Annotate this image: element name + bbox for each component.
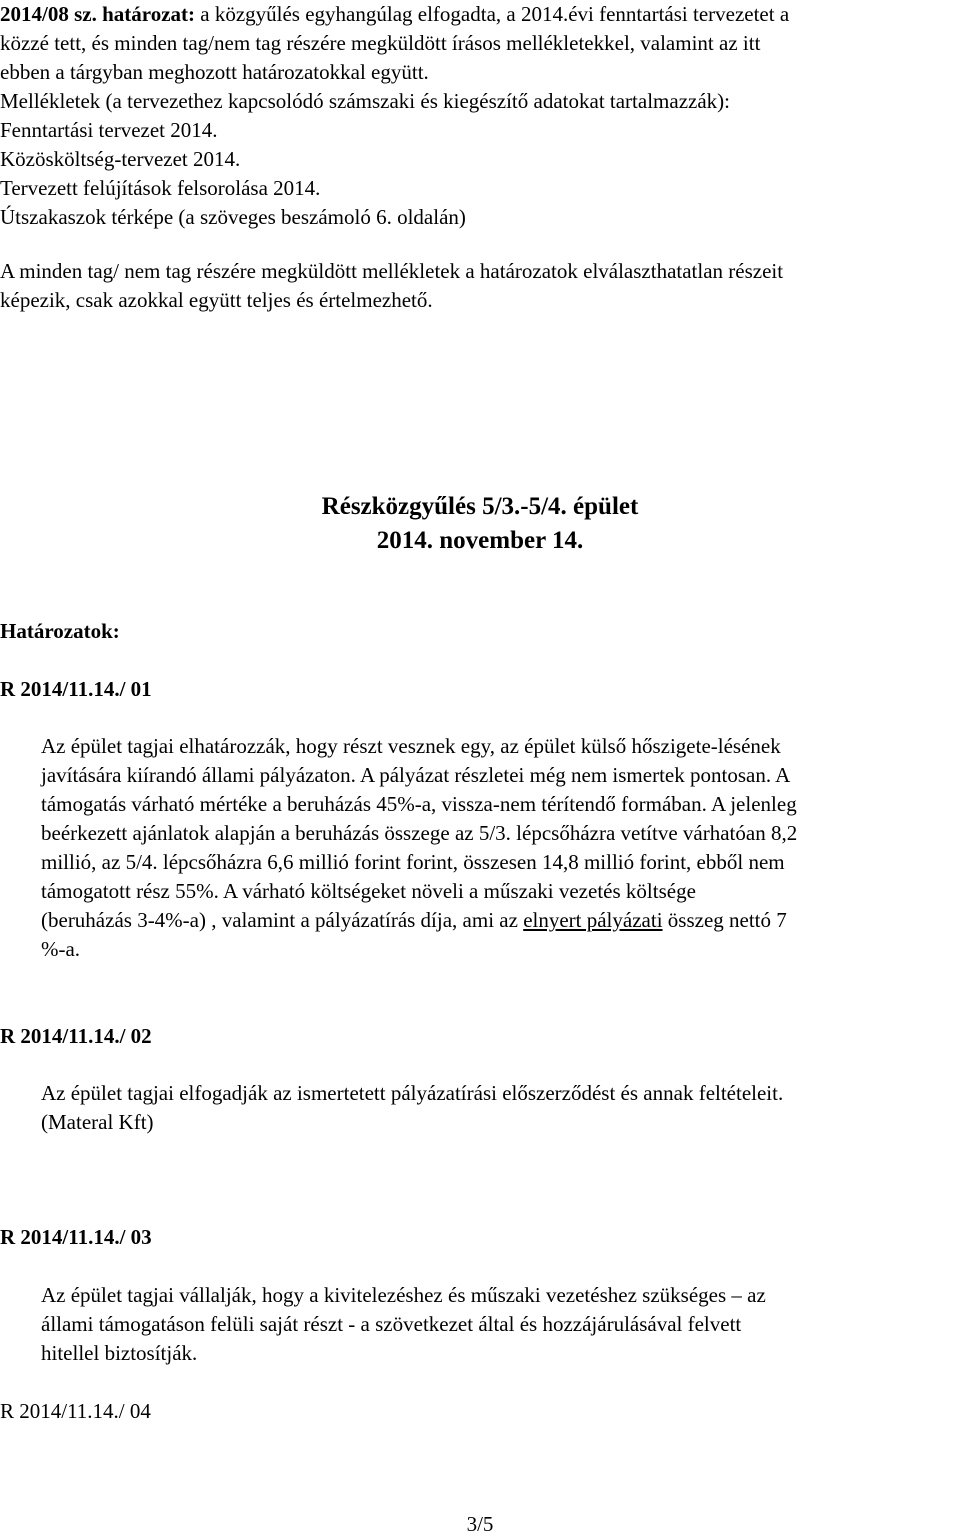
text-line: A minden tag/ nem tag részére megküldött mellékletek a határozatok elválaszthatatlan részeit: [0, 259, 784, 283]
text-segment: összeg nettó 7: [662, 908, 787, 932]
attachment-item: Fenntartási tervezet 2014.: [0, 118, 218, 142]
underlined-phrase: elnyert pályázati: [523, 908, 663, 932]
resolutions-heading: Határozatok:: [0, 619, 120, 643]
text-line: Az épület tagjai elhatározzák, hogy részt vesznek egy, az épület külső hőszigete-lésének: [41, 734, 781, 758]
text-line: beérkezett ajánlatok alapján a beruházás összege az 5/3. lépcsőházra vetítve várhatóan 8,2: [41, 821, 798, 845]
text-line: ebben a tárgyban meghozott határozatokkal együtt.: [0, 60, 429, 84]
text-line: támogatott rész 55%. A várható költségeket növeli a műszaki vezetés költsége: [41, 879, 696, 903]
text-line: %-a.: [41, 937, 81, 961]
text-line: (Materal Kft): [41, 1110, 154, 1134]
attachment-item: Közösköltség-tervezet 2014.: [0, 147, 241, 171]
text-line: Az épület tagjai vállalják, hogy a kivitelezéshez és műszaki vezetéshez szükséges – az: [41, 1283, 766, 1307]
resolution-2014-08-line1: [0, 0, 789, 29]
text-line: javítására kiírandó állami pályázaton. A pályázat részletei még nem ismertek pontosan. A: [41, 763, 791, 787]
resolution-id: R 2014/11.14./ 02: [0, 1024, 152, 1048]
meeting-title: Részközgyűlés 5/3.-5/4. épület: [321, 493, 639, 520]
text-line: támogatás várható mértéke a beruházás 45%-a, vissza-nem térítendő formában. A jelenleg: [41, 792, 797, 816]
resolution-id: R 2014/11.14./ 03: [0, 1225, 152, 1249]
text-line: Az épület tagjai elfogadják az ismertetett pályázatírási előszerződést és annak feltételeit.: [41, 1081, 784, 1105]
text-segment: (beruházás 3-4%-a) , valamint a pályázatírás díja, ami az: [41, 908, 524, 932]
meeting-date: 2014. november 14.: [376, 527, 584, 554]
resolution-2014-08-label: 2014/08 sz. határozat:: [0, 2, 195, 26]
attachment-item: Útszakaszok térképe (a szöveges beszámoló 6. oldalán): [0, 205, 466, 229]
text-line: állami támogatáson felüli saját részt - a szövetkezet által és hozzájárulásával felvett: [41, 1312, 742, 1336]
resolution-id: R 2014/11.14./ 01: [0, 677, 152, 701]
text-line: [41, 906, 787, 935]
text-line: közzé tett, és minden tag/nem tag részére megküldött írásos mellékletekkel, valamint az itt: [0, 31, 761, 55]
text-line: millió, az 5/4. lépcsőházra 6,6 millió forint forint, összesen 14,8 millió forint, ebből nem: [41, 850, 785, 874]
text-line: képezik, csak azokkal együtt teljes és értelmezhető.: [0, 288, 433, 312]
page-number: 3/5: [466, 1512, 494, 1536]
resolution-2014-08-text: a közgyűlés egyhangúlag elfogadta, a 2014.évi fenntartási tervezetet a: [195, 2, 790, 26]
attachment-item: Tervezett felújítások felsorolása 2014.: [0, 176, 321, 200]
attachments-heading: Mellékletek (a tervezethez kapcsolódó számszaki és kiegészítő adatokat tartalmazzák):: [0, 89, 730, 113]
resolution-id: R 2014/11.14./ 04: [0, 1399, 151, 1423]
text-line: hitellel biztosítják.: [41, 1341, 198, 1365]
